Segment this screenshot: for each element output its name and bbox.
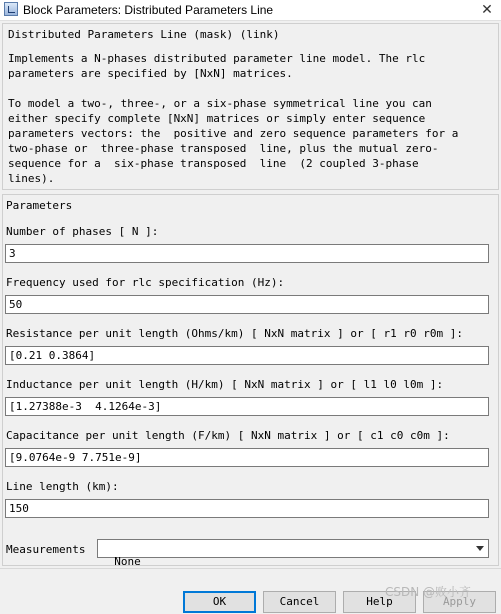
simulink-block-icon <box>4 2 18 16</box>
description-line: either specify complete [NxN] matrices or simply enter sequence <box>8 112 426 125</box>
ok-button[interactable]: OK <box>183 591 256 613</box>
inductance-label: Inductance per unit length (H/km) [ NxN matrix ] or [ l1 l0 l0m ]: <box>6 378 444 391</box>
description-line: lines). <box>8 172 55 185</box>
parameters-title: Parameters <box>6 199 73 212</box>
inductance-input[interactable]: [1.27388e-3 4.1264e-3] <box>5 397 489 416</box>
chevron-down-icon[interactable] <box>476 546 484 551</box>
apply-button[interactable]: Apply <box>423 591 496 613</box>
window-title: Block Parameters: Distributed Parameters Line <box>23 3 274 17</box>
description-line: To model a two-, three-, or a six-phase symmetrical line you can <box>8 97 432 110</box>
button-separator <box>0 568 501 569</box>
measurements-select[interactable] <box>97 539 489 568</box>
capacitance-input[interactable]: [9.0764e-9 7.751e-9] <box>5 448 489 467</box>
cancel-button[interactable]: Cancel <box>263 591 336 613</box>
help-button[interactable]: Help <box>343 591 416 613</box>
description-line: two-phase or three-phase transposed line, plus the mutual zero- <box>8 142 439 155</box>
resistance-label: Resistance per unit length (Ohms/km) [ NxN matrix ] or [ r1 r0 r0m ]: <box>6 327 463 340</box>
resistance-input[interactable]: [0.21 0.3864] <box>5 346 489 365</box>
watermark: CSDN @败小齐 <box>385 585 472 599</box>
description-line: sequence for a six-phase transposed line (2 coupled 3-phase <box>8 157 419 170</box>
measurements-label: Measurements <box>6 543 86 556</box>
line-length-label: Line length (km): <box>6 480 119 493</box>
mask-title: Distributed Parameters Line (mask) (link) <box>8 28 280 41</box>
title-bar[interactable] <box>0 0 501 21</box>
description-line: parameters vectors: the positive and zero sequence parameters for a <box>8 127 459 140</box>
close-icon[interactable]: ✕ <box>481 2 493 18</box>
frequency-label: Frequency used for rlc specification (Hz): <box>6 276 285 289</box>
description-line: parameters are specified by [NxN] matrices. <box>8 67 293 80</box>
description-group <box>2 23 499 190</box>
description-line: Implements a N-phases distributed parameter line model. The rlc <box>8 52 426 65</box>
measurements-value: None <box>114 555 141 568</box>
line-length-input[interactable]: 150 <box>5 499 489 518</box>
frequency-input[interactable]: 50 <box>5 295 489 314</box>
phases-label: Number of phases [ N ]: <box>6 225 159 238</box>
capacitance-label: Capacitance per unit length (F/km) [ NxN matrix ] or [ c1 c0 c0m ]: <box>6 429 450 442</box>
phases-input[interactable]: 3 <box>5 244 489 263</box>
